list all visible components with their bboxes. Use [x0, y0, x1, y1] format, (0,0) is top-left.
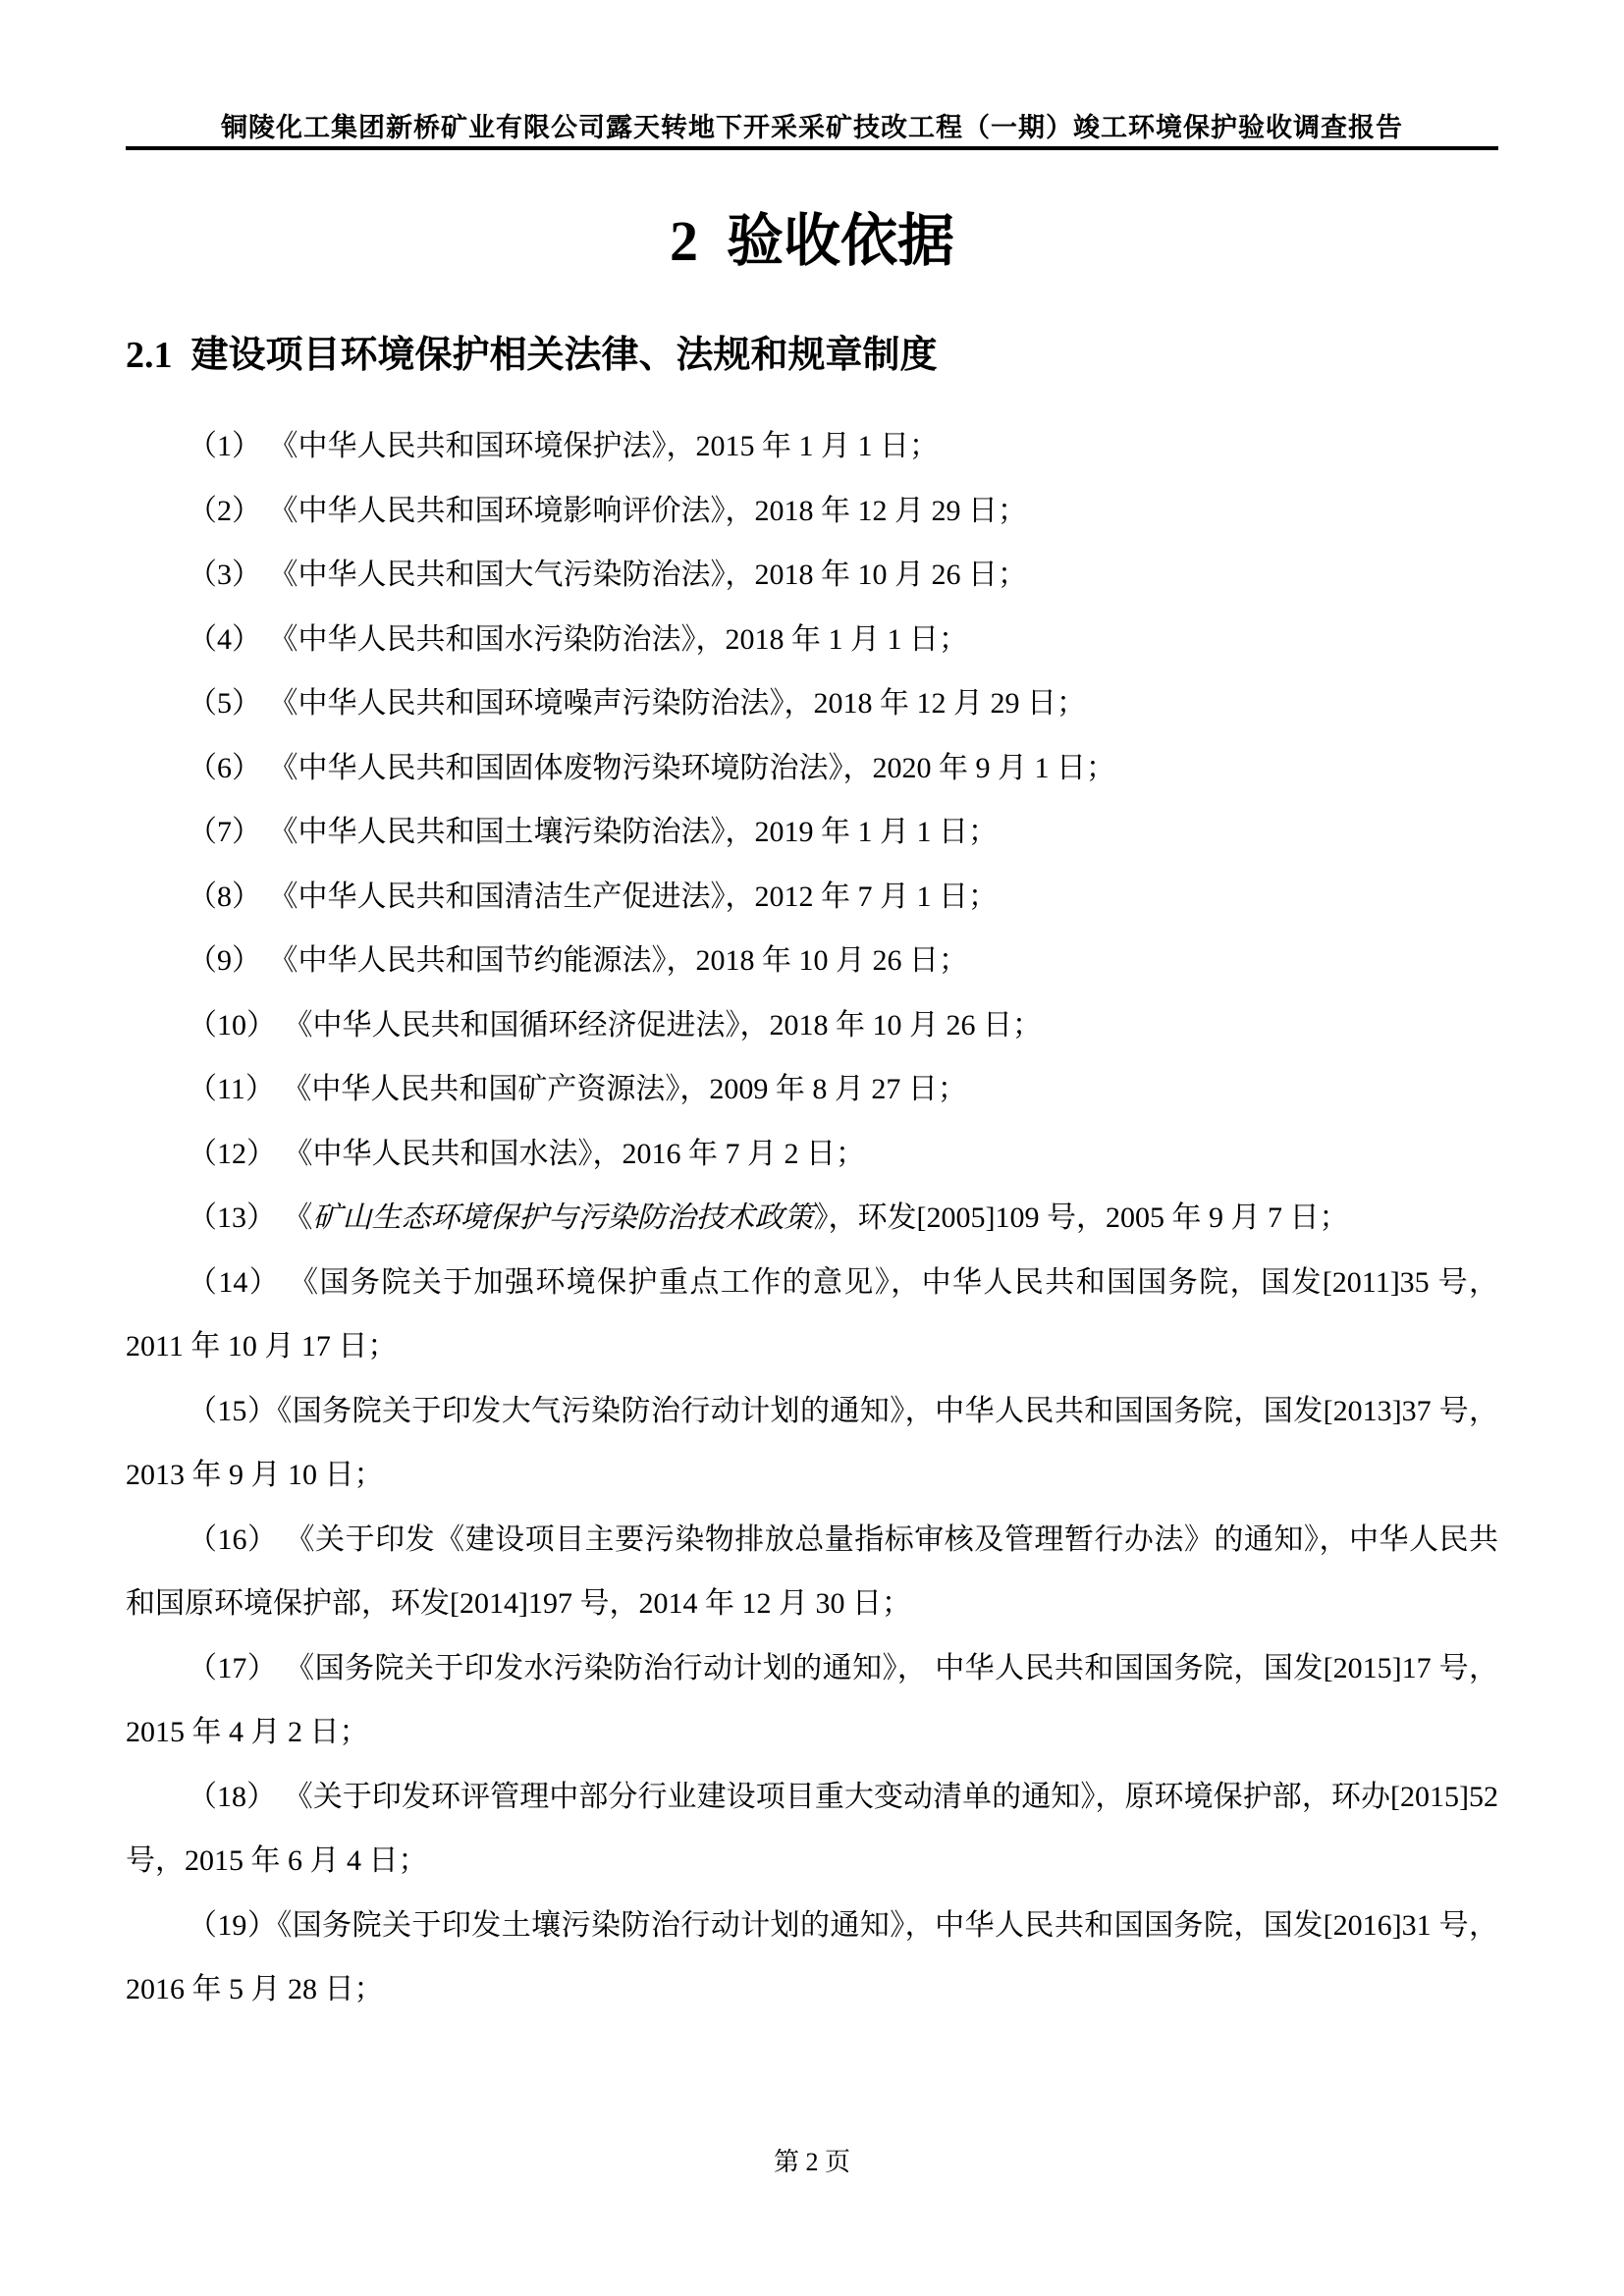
list-item-title-italic: 矿山生态环境保护与污染防治技术政策 — [312, 1201, 814, 1234]
list-item: （15）《国务院关于印发大气污染防治行动计划的通知》，中华人民共和国国务院，国发[2013]37 号，2013 年 9 月 10 日； — [126, 1394, 1498, 1491]
list-item: （17） 《国务院关于印发水污染防治行动计划的通知》， 中华人民共和国国务院，国发[2015]17 号，2015 年 4 月 2 日； — [126, 1651, 1498, 1748]
list-item-text: （13） 《 — [188, 1201, 313, 1234]
list-item: （3） 《中华人民共和国大气污染防治法》，2018 年 10 月 26 日； — [188, 559, 1027, 591]
legal-references-list — [126, 414, 1498, 2022]
page-header: 铜陵化工集团新桥矿业有限公司露天转地下开采采矿技改工程（一期）竣工环境保护验收调查报告 — [221, 113, 1403, 142]
list-item: （6） 《中华人民共和国固体废物污染环境防治法》，2020 年 9 月 1 日； — [188, 751, 1115, 784]
list-item: （12） 《中华人民共和国水法》，2016 年 7 月 2 日； — [188, 1137, 865, 1170]
list-item: （19）《国务院关于印发土壤污染防治行动计划的通知》，中华人民共和国国务院，国发[2016]31 号，2016 年 5 月 28 日； — [126, 1908, 1498, 2005]
list-item: （1） 《中华人民共和国环境保护法》，2015 年 1 月 1 日； — [188, 430, 939, 462]
list-item: （7） 《中华人民共和国土壤污染防治法》，2019 年 1 月 1 日； — [188, 816, 998, 848]
list-item: （11） 《中华人民共和国矿产资源法》，2009 年 8 月 27 日； — [188, 1073, 967, 1105]
list-item: （2） 《中华人民共和国环境影响评价法》，2018 年 12 月 29 日； — [188, 494, 1027, 527]
chapter-title: 2 验收依据 — [669, 209, 954, 273]
list-item: （18） 《关于印发环评管理中部分行业建设项目重大变动清单的通知》，原环境保护部，环办[2015]52 号，2015 年 6 月 4 日； — [126, 1780, 1498, 1877]
section-heading: 2.1 建设项目环境保护相关法律、法规和规章制度 — [126, 335, 938, 376]
list-item: （14） 《国务院关于加强环境保护重点工作的意见》，中华人民共和国国务院，国发[2011]35 号，2011 年 10 月 17 日； — [126, 1265, 1498, 1362]
list-item-text: 》，环发[2005]109 号，2005 年 9 月 7 日； — [813, 1201, 1349, 1234]
list-item — [126, 1186, 1498, 1251]
list-item: （8） 《中华人民共和国清洁生产促进法》，2012 年 7 月 1 日； — [188, 880, 998, 913]
list-item: （4） 《中华人民共和国水污染防治法》，2018 年 1 月 1 日； — [188, 622, 968, 656]
list-item: （10） 《中华人民共和国循环经济促进法》，2018 年 10 月 26 日； — [188, 1008, 1042, 1041]
list-item: （9） 《中华人民共和国节约能源法》，2018 年 10 月 26 日； — [188, 944, 968, 977]
header-divider — [126, 146, 1498, 150]
page-number: 第 2 页 — [773, 2148, 850, 2176]
list-item: （16） 《关于印发《建设项目主要污染物排放总量指标审核及管理暂行办法》的通知》，中华人民共和国原环境保护部，环发[2014]197 号，2014 年 12 月 30 日； — [126, 1522, 1498, 1620]
list-item: （5） 《中华人民共和国环境噪声污染防治法》，2018 年 12 月 29 日； — [188, 687, 1086, 720]
